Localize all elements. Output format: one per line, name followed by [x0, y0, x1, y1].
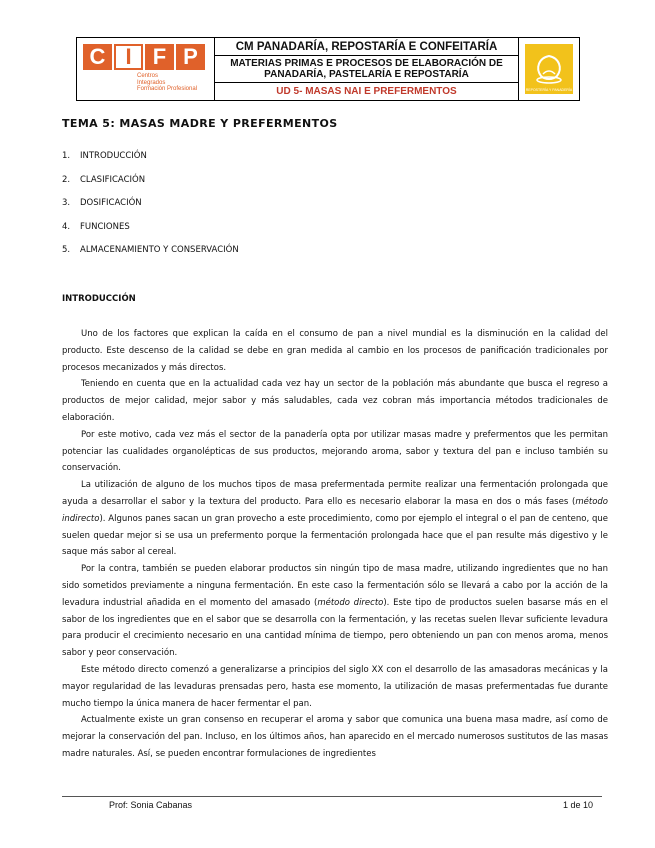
document-header [76, 37, 580, 101]
toc-number: 1. [62, 151, 71, 161]
footer-author: Prof: Sonia Cabanas [109, 800, 193, 810]
bakery-icon [529, 52, 569, 86]
toc-label: DOSIFICACIÓN [80, 198, 142, 208]
badge-cell [518, 38, 579, 100]
toc-item [62, 222, 239, 246]
logo-subtitle-line: Integrados [137, 79, 166, 86]
logo-subtitle-line: Formación Profesional [137, 86, 198, 92]
body-text [62, 326, 608, 763]
paragraph: Actualmente existe un gran consenso en recuperar el aroma y sabor que comunica una buena masa madre, así como de mejorar la conservación del pan. Incluso, en los últimos años, han aparecido en el mercado numerosos sustitutos de las masas madre naturales. Así, se pueden encontrar formulaciones de ingredientes [62, 715, 608, 759]
header-titles [215, 38, 518, 100]
paragraph-text: La utilización de alguno de los muchos tipos de masa prefermentada permite realizar una fermentación prolongada que ayuda a desarrollar el sabor y la textura del producto. Para ello es necesario elaborar la masa en dos o más fases ( [62, 480, 608, 507]
toc-number: 3. [62, 198, 71, 208]
cifp-logo [77, 38, 215, 100]
cifp-logo-letters [83, 44, 205, 70]
toc-number: 5. [62, 245, 71, 255]
toc-number: 4. [62, 221, 71, 232]
toc-label: ALMACENAMIENTO Y CONSERVACIÓN [80, 245, 239, 255]
course-title: CM PANADARÍA, REPOSTARÍA E CONFEITARÍA [215, 38, 518, 56]
paragraph-text: Por la contra, también se pueden elaborar productos sin ningún tipo de masa madre, utilizando ingredientes que no han sido sometidos previamente a ninguna fermentación. En este caso la fermentación sólo se llevará a cabo por la acción de la levadura industrial añadida en el momento del amasado ( [62, 564, 608, 608]
logo-subtitle [137, 73, 197, 93]
paragraph: Teniendo en cuenta que en la actualidad cada vez hay un sector de la población más abundante que busca el regreso a productos de mejor calidad, mejor sabor y más saludables, cada vez cobran más importancia métodos tradicionales de elaboración. [62, 379, 608, 423]
paragraph [62, 477, 608, 561]
toc-item [62, 245, 239, 269]
paragraph: Uno de los factores que explican la caída en el consumo de pan a nivel mundial es la disminución en la calidad del producto. Este descenso de la calidad se debe en gran medida al cambio en los procesos de panificación tradicionales por procesos mecanizados y más directos. [62, 329, 608, 373]
toc-label: INTRODUCCIÓN [80, 151, 147, 161]
unit-title: UD 5- MASAS NAI E PREFERMENTOS [276, 86, 457, 97]
paragraph-text: ). Algunos panes sacan un gran provecho a este procedimiento, como por ejemplo el integral o el pan de centeno, que suelen quedar mejor si se usa un prefermento porque la fermentación prolongada hace que el pan resulte más digestivo y le saque más sabor al cereal. [62, 513, 608, 558]
paragraph-text: ). Este tipo de productos suelen basarse más en el sabor de los ingredientes que en el sabor que se desarrolla con la fermentación, y las recetas suelen llevar suficiente levadura para producir el crecimiento necesario en una cantidad mínima de tiempo, pero obteniendo un pan con menos aroma, menos sabor y peor conservación. [62, 597, 608, 659]
module-title: MATERIAS PRIMAS E PROCESOS DE ELABORACIÓN DE PANADARÍA, PASTELARÍA E REPOSTARÍA [215, 56, 518, 83]
section-heading: INTRODUCCIÓN [62, 294, 136, 304]
toc-item [62, 175, 239, 199]
badge-caption: REPOSTERÍA Y PANADERÍA [525, 88, 573, 92]
toc-label: FUNCIONES [80, 221, 130, 232]
emphasis-term: método indirecto [62, 496, 608, 524]
emphasis-term: método directo [317, 597, 384, 608]
paragraph [62, 561, 608, 662]
toc-label: CLASIFICACIÓN [80, 174, 146, 185]
footer-divider [62, 796, 602, 797]
table-of-contents [62, 151, 239, 269]
toc-item [62, 151, 239, 175]
logo-letter-i: I [114, 44, 143, 70]
toc-item [62, 198, 239, 222]
page-title: TEMA 5: MASAS MADRE Y PREFERMENTOS [62, 117, 338, 130]
logo-subtitle-line: Centros [137, 73, 159, 79]
logo-letter-f: F [145, 44, 174, 70]
logo-letter-p: P [176, 44, 205, 70]
paragraph: Este método directo comenzó a generalizarse a principios del siglo XX con el desarrollo de las amasadoras mecánicas y la mayor regularidad de las levaduras prensadas pero, hasta ese momento, la utilización de masas prefermentadas fue durante mucho tiempo la única manera de hacer fermentar el pan. [62, 664, 608, 709]
toc-number: 2. [62, 174, 71, 185]
bakery-badge [525, 44, 573, 94]
page-number: 1 de 10 [562, 800, 593, 810]
logo-letter-c: C [83, 44, 112, 70]
paragraph: Por este motivo, cada vez más el sector de la panadería opta por utilizar masas madre y prefermentos que les permitan potenciar las cualidades organolépticas de sus productos, mejorando aroma, sabor y textura del pan e incluso también su conservación. [62, 429, 608, 474]
